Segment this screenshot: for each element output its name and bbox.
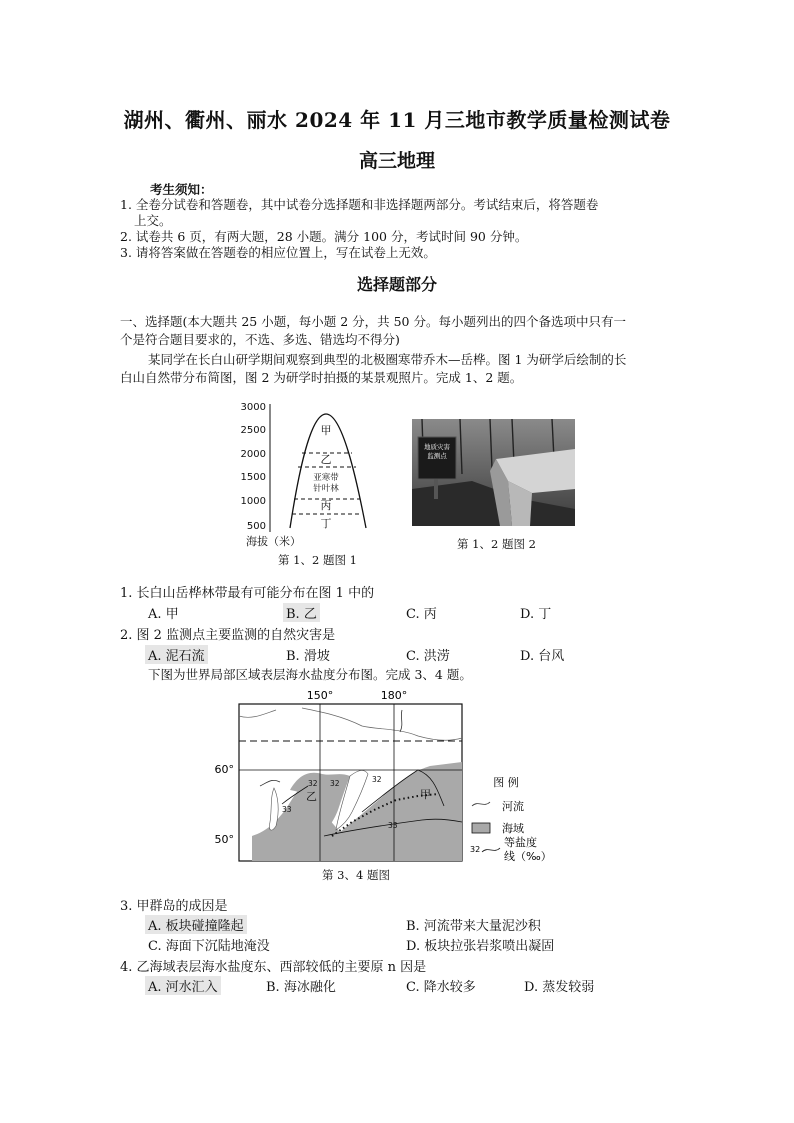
- isohaline-legend-icon: [482, 848, 500, 852]
- q1-option-b[interactable]: B. 乙: [283, 603, 320, 622]
- zone-text: 亚寒带: [313, 473, 339, 483]
- latitude-label: 50°: [214, 833, 234, 846]
- q4-option-a[interactable]: A. 河水汇入: [145, 976, 221, 995]
- q4-option-c[interactable]: C. 降水较多: [406, 980, 476, 995]
- figure-3-salinity-map: [212, 686, 572, 880]
- q3-option-d[interactable]: D. 板块拉张岩浆喷出凝固: [406, 939, 555, 954]
- notice-item: 1. 全卷分试卷和答题卷，其中试卷分选择题和非选择题两部分。考试结束后，将答题卷: [120, 197, 599, 212]
- figure-1-altitude-zones: [238, 396, 388, 551]
- legend-item: 海域: [502, 822, 524, 835]
- notice-item: 3. 请将答案做在答题卷的相应位置上，写在试卷上无效。: [120, 245, 436, 260]
- sign-text: 监测点: [427, 452, 447, 460]
- q2-option-c[interactable]: C. 洪涝: [406, 649, 450, 664]
- intro-paragraph: 某同学在长白山研学期间观察到典型的北极圈寒带乔木—岳桦。图 1 为研学后绘制的长: [148, 352, 627, 367]
- y-tick: 1500: [240, 472, 266, 483]
- question-4-stem: 4. 乙海域表层海水盐度东、西部较低的主要原 n 因是: [120, 960, 427, 975]
- isohaline-label: 33: [388, 821, 398, 830]
- q3-option-c[interactable]: C. 海面下沉陆地淹没: [148, 939, 270, 954]
- figure-3-caption: 第 3、4 题图: [322, 868, 390, 882]
- river-legend-icon: [472, 802, 490, 806]
- q1-option-d[interactable]: D. 丁: [520, 607, 552, 622]
- section-title: 选择题部分: [356, 275, 437, 294]
- longitude-label: 150°: [306, 689, 334, 702]
- zone-label: 丙: [320, 499, 332, 512]
- label-yi: 乙: [306, 790, 317, 803]
- legend-item: 线（‰）: [504, 850, 552, 863]
- notice-item: 2. 试卷共 6 页，有两大题，28 小题。满分 100 分，考试时间 90 分钟。: [120, 229, 528, 244]
- figure-2-caption: 第 1、2 题图 2: [457, 537, 536, 551]
- zone-label: 甲: [320, 424, 332, 437]
- y-tick: 2000: [240, 449, 266, 460]
- isohaline-label: 33: [282, 805, 292, 814]
- q3-option-b[interactable]: B. 河流带来大量泥沙积: [406, 919, 541, 934]
- exam-subtitle: 高三地理: [358, 150, 435, 172]
- legend-item: 等盐度: [504, 836, 537, 849]
- question-2-stem: 2. 图 2 监测点主要监测的自然灾害是: [120, 628, 336, 643]
- isohaline-label: 32: [372, 775, 382, 784]
- isohaline-label: 32: [308, 779, 318, 788]
- q1-option-c[interactable]: C. 丙: [406, 607, 437, 622]
- q2-option-a[interactable]: A. 泥石流: [145, 645, 208, 664]
- intro-paragraph: 白山自然带分布简图，图 2 为研学时拍摄的某景观照片。完成 1、2 题。: [120, 370, 523, 385]
- exam-title: 湖州、衢州、丽水 2024 年 11 月三地市教学质量检测试卷: [123, 108, 671, 132]
- label-jia: 甲: [420, 788, 431, 801]
- part1-instructions: 一、选择题(本大题共 25 小题，每小题 2 分，共 50 分。每小题列出的四个备选项中只有一: [120, 314, 626, 329]
- longitude-label: 180°: [380, 689, 408, 702]
- legend-iso-value: 32: [470, 845, 481, 854]
- notice-item: 上交。: [134, 213, 172, 228]
- notice-heading: 考生须知：: [150, 182, 213, 197]
- sign-text: 地质灾害: [424, 443, 450, 451]
- zone-label: 乙: [320, 453, 332, 466]
- q4-option-d[interactable]: D. 蒸发较弱: [524, 980, 595, 995]
- q3-option-a[interactable]: A. 板块碰撞隆起: [145, 915, 247, 934]
- zone-text: 针叶林: [313, 484, 339, 494]
- zone-label: 丁: [320, 517, 332, 530]
- figure-1-caption: 第 1、2 题图 1: [278, 553, 357, 567]
- y-tick: 1000: [240, 496, 266, 507]
- intro-paragraph: 下图为世界局部区域表层海水盐度分布图。完成 3、4 题。: [148, 667, 472, 682]
- y-tick: 3000: [240, 402, 266, 413]
- q2-option-b[interactable]: B. 滑坡: [286, 649, 330, 664]
- y-tick: 2500: [240, 425, 266, 436]
- legend-item: 河流: [502, 800, 524, 813]
- figure-2-photo: [412, 419, 575, 526]
- isohaline-label: 32: [330, 779, 340, 788]
- q1-option-a[interactable]: A. 甲: [148, 607, 179, 622]
- question-3-stem: 3. 甲群岛的成因是: [120, 899, 228, 914]
- sea-legend-icon: [472, 823, 490, 833]
- legend-title: 图 例: [493, 776, 519, 789]
- question-1-stem: 1. 长白山岳桦林带最有可能分布在图 1 中的: [120, 586, 375, 601]
- y-tick: 500: [246, 521, 266, 532]
- q2-option-d[interactable]: D. 台风: [520, 649, 565, 664]
- q4-option-b[interactable]: B. 海冰融化: [266, 980, 336, 995]
- part1-instructions: 个是符合题目要求的，不选、多选、错选均不得分): [120, 332, 400, 347]
- axis-label: 海拔（米）: [246, 535, 301, 548]
- latitude-label: 60°: [214, 763, 234, 776]
